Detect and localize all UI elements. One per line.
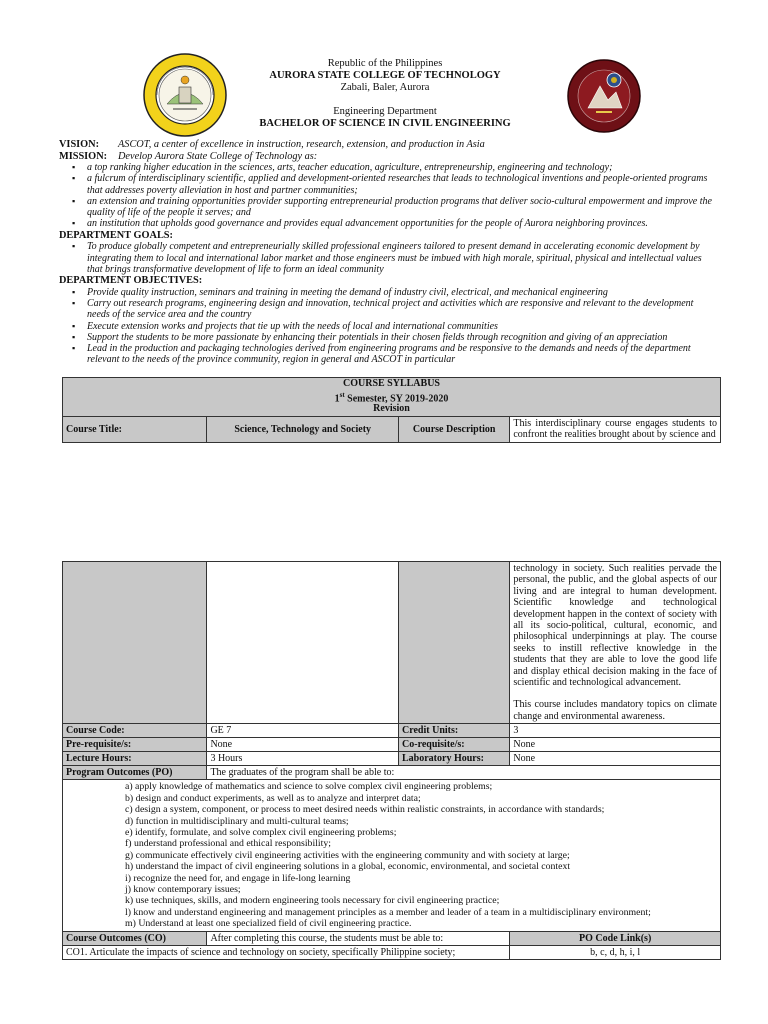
college-name: AURORA STATE COLLEGE OF TECHNOLOGY xyxy=(269,70,501,81)
mission-item: ▪ an institution that upholds good governance and provides equal advancement opportunities for the people of Aurora neighboring provinces. xyxy=(59,218,715,229)
semester-line: 1st Semester, SY 2019-2020 xyxy=(334,390,449,404)
mission-label: MISSION: xyxy=(59,150,108,162)
credit-units-value: 3 xyxy=(510,724,721,738)
blank-cell xyxy=(207,562,399,724)
engineering-department-logo xyxy=(566,56,642,136)
course-title-value: Science, Technology and Society xyxy=(207,416,399,442)
course-code-label: Course Code: xyxy=(63,724,207,738)
program-name: BACHELOR OF SCIENCE IN CIVIL ENGINEERING xyxy=(259,118,511,129)
objective-item: ▪ Lead in the production and packaging technologies derived from engineering programs and be responsive to the demands and needs of the department relevant to the needs of the province community, region in general and ASCOT in particular xyxy=(59,343,715,366)
objective-item: ▪ Provide quality instruction, seminars and training in meeting the demand of industry civil, electrical, and mechanical engineering xyxy=(59,287,715,298)
lecture-hours-value: 3 Hours xyxy=(207,752,399,766)
course-code-value: GE 7 xyxy=(207,724,399,738)
blank-cell xyxy=(63,562,207,724)
program-outcome-item: h) understand the impact of civil engineering solutions in a global, economic, environmental, and societal context xyxy=(125,861,571,873)
mission-item: ▪ a fulcrum of interdisciplinary scientific, applied and development-oriented researches that leads to technological inventions and people-oriented programs that addresses poverty alleviation in host and partner communities; xyxy=(59,173,715,196)
mission-item: ▪ an extension and training opportunities provider supporting entrepreneurial production programs that deliver socio-cultural empowerment and improve the quality of life of the people it serves; and xyxy=(59,196,715,219)
program-outcomes-list xyxy=(63,780,721,931)
syllabus-details-table xyxy=(62,561,721,960)
goal-item: ▪ To produce globally competent and entrepreneurially skilled professional engineers tailored to present demand in accelerating economic development by integrating them to local and international labor market and those engineers must be imbued with high morale, spiritual, physical and intellectual values that brings transformative development of life to form an ideal community xyxy=(59,241,715,275)
vision-text: ASCOT, a center of excellence in instruction, research, extension, and production in Asia xyxy=(118,139,485,150)
syllabus-title-cell xyxy=(63,378,721,417)
program-outcome-item: c) design a system, component, or process to meet desired needs within realistic constraints, in accordance with standards; xyxy=(125,804,605,816)
program-outcome-item: a) apply knowledge of mathematics and science to solve complex civil engineering problems; xyxy=(125,781,493,793)
revision-text: Revision xyxy=(373,403,410,415)
corequisite-value: None xyxy=(510,738,721,752)
objective-item: ▪ Execute extension works and projects that tie up with the needs of local and international communities xyxy=(59,321,715,332)
objectives-list xyxy=(59,287,715,366)
course-description-text-3: This course includes mandatory topics on climate change and environmental awareness. xyxy=(513,699,717,722)
course-outcome-1: CO1. Articulate the impacts of science and technology on society, specifically Philippine society; xyxy=(63,945,510,959)
vision-row xyxy=(59,139,715,151)
course-outcomes-label: Course Outcomes (CO) xyxy=(63,931,207,945)
credit-units-label: Credit Units: xyxy=(399,724,510,738)
course-description-label: Course Description xyxy=(399,416,510,442)
objective-item: ▪ Support the students to be more passionate by enhancing their potentials in their chosen fields through recognition and giving of an appreciation xyxy=(59,332,715,343)
goals-label: DEPARTMENT GOALS: xyxy=(59,229,173,241)
lecture-hours-label: Lecture Hours: xyxy=(63,752,207,766)
program-outcome-item: b) design and conduct experiments, as well as to analyze and interpret data; xyxy=(125,792,421,804)
program-outcome-item: k) use techniques, skills, and modern engineering tools necessary for civil engineering practice; xyxy=(125,895,500,907)
mission-item: ▪ a top ranking higher education in the sciences, arts, teacher education, agriculture, entrepreneurship, engineering and technology; xyxy=(59,162,715,173)
mission-row xyxy=(59,151,715,163)
blank-cell xyxy=(399,562,510,724)
goals-list xyxy=(59,241,715,275)
lab-hours-value: None xyxy=(510,752,721,766)
course-title-label: Course Title: xyxy=(63,416,207,442)
program-outcome-item: g) communicate effectively civil engineering activities with the engineering community and with society at large; xyxy=(125,849,570,861)
department-name: Engineering Department xyxy=(333,106,437,117)
vision-label: VISION: xyxy=(59,139,100,150)
program-outcome-item: i) recognize the need for, and engage in life-long learning xyxy=(125,872,351,884)
course-outcome-1-po-link: b, c, d, h, i, l xyxy=(510,945,721,959)
prerequisite-label: Pre-requisite/s: xyxy=(63,738,207,752)
program-outcomes-label: Program Outcomes (PO) xyxy=(63,766,207,780)
program-outcome-item: m) Understand at least one specialized field of civil engineering practice. xyxy=(125,918,412,930)
program-outcome-item: e) identify, formulate, and solve complex civil engineering problems; xyxy=(125,826,397,838)
republic-text: Republic of the Philippines xyxy=(327,58,443,69)
lab-hours-label: Laboratory Hours: xyxy=(399,752,510,766)
program-outcome-item: j) know contemporary issues; xyxy=(125,883,241,895)
mission-text: Develop Aurora State College of Technology as: xyxy=(118,150,318,162)
syllabus-title: COURSE SYLLABUS xyxy=(343,378,440,389)
program-outcome-item: d) function in multidisciplinary and multi-cultural teams; xyxy=(125,815,349,827)
objective-item: ▪ Carry out research programs, engineering design and innovation, technical project and activities which are responsive and relevant to the development needs of the service area and the country xyxy=(59,298,715,321)
program-outcome-item: f) understand professional and ethical responsibility; xyxy=(125,838,331,850)
prerequisite-value: None xyxy=(207,738,399,752)
po-code-link-label: PO Code Link(s) xyxy=(510,931,721,945)
college-address: Zabali, Baler, Aurora xyxy=(340,82,430,93)
course-outcomes-intro: After completing this course, the students must be able to: xyxy=(207,931,510,945)
course-description-text-1: This interdisciplinary course engages students to confront the realities brought about by science and xyxy=(510,416,721,442)
corequisite-label: Co-requisite/s: xyxy=(399,738,510,752)
program-outcomes-intro: The graduates of the program shall be able to: xyxy=(207,766,721,780)
mission-list xyxy=(59,162,715,230)
program-outcome-item: l) know and understand engineering and management principles as a member and leader of a team in a multidisciplinary environment; xyxy=(125,906,651,918)
course-description-continued xyxy=(510,562,721,724)
course-description-text-2: technology in society. Such realities pervade the personal, the public, and the global aspects of our living and are integral to human development. Scientific knowledge and technological development happen in the context of society with all its socio-political, cultural, economic, and philosophical underpinnings at play. The course seeks to instill reflective knowledge in the students that they are able to love the good life and display ethical decision making in the face of scientific and technological advancement. xyxy=(513,563,717,689)
objectives-label: DEPARTMENT OBJECTIVES: xyxy=(59,275,203,287)
syllabus-header-table xyxy=(62,377,721,443)
